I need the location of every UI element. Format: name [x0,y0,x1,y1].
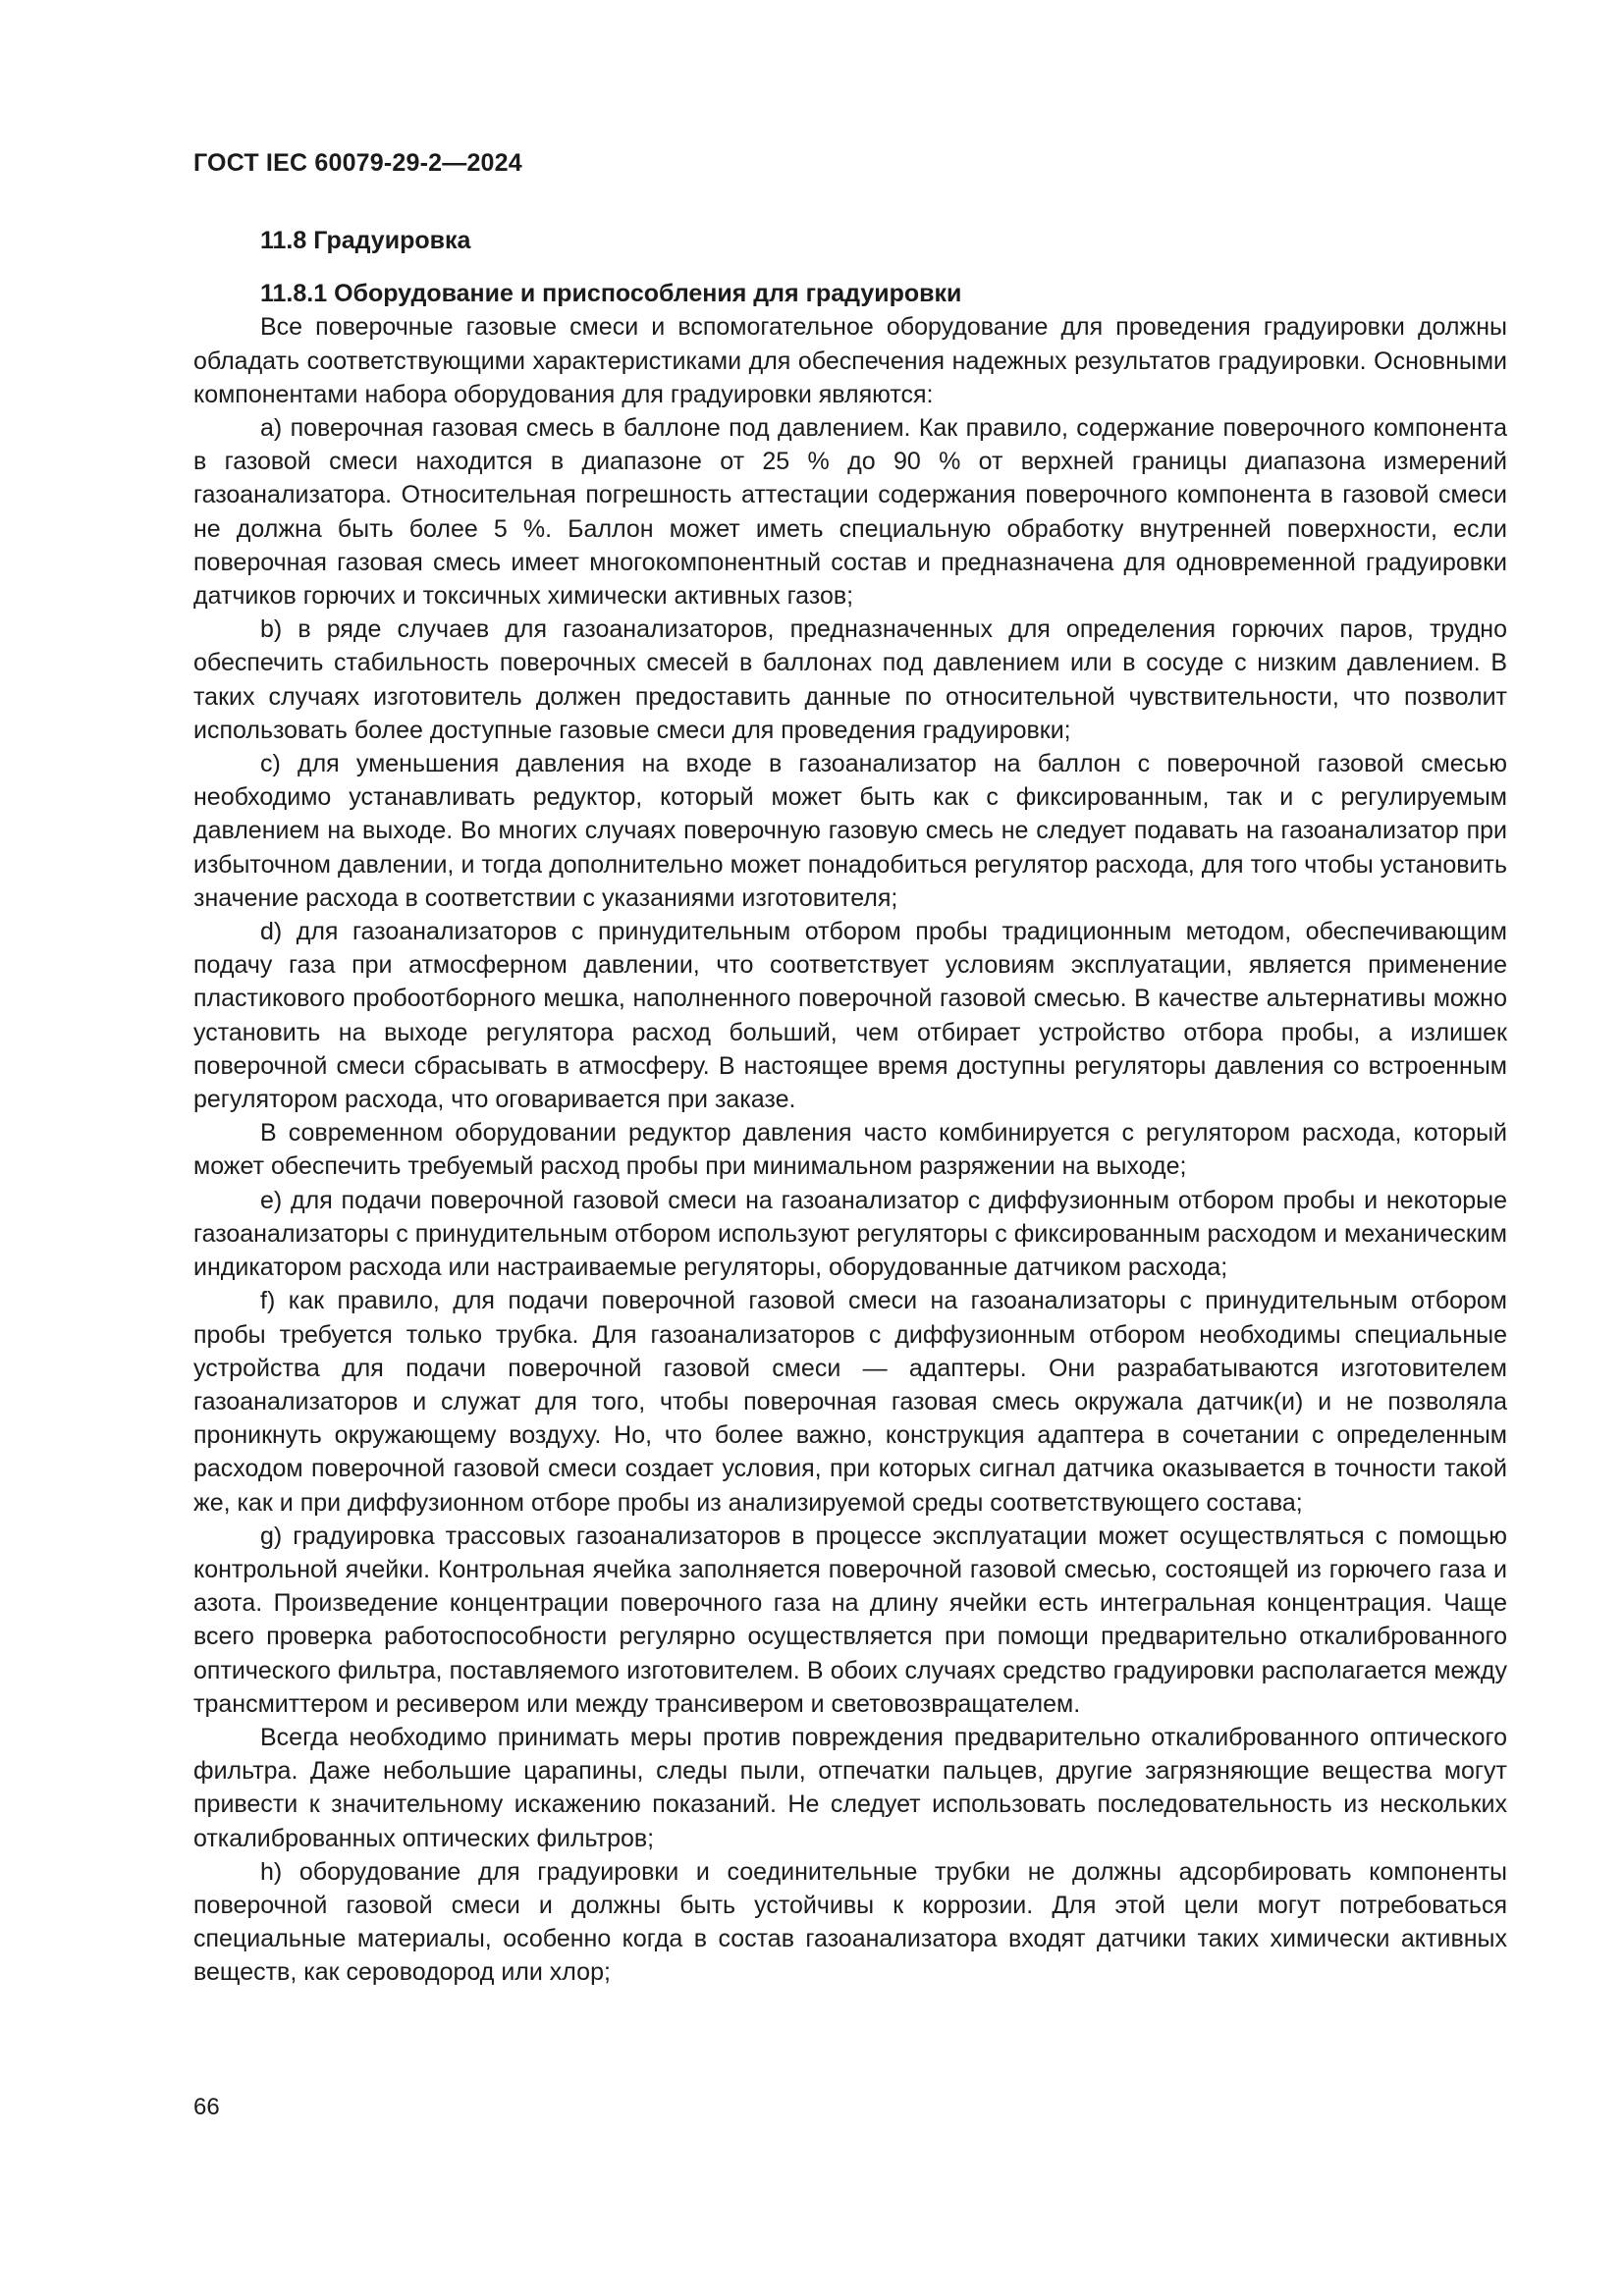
paragraph-optical-filter: Всегда необходимо принимать меры против повреждения предварительно откалиброванного оптического фильтра. Даже небольшие царапины, следы пыли, отпечатки пальцев, другие загрязняющие вещества могут привести к значительному искажению показаний. Не следует использовать последовательность из нескольких откалиброванных оптических фильтров; [193,1723,1507,1852]
paragraph-item-c: c) для уменьшения давления на входе в газоанализатор на баллон с поверочной газовой смесью необходимо устанавливать редуктор, который может быть как с фиксированным, так и с регулируемым давлением на выходе. Во многих случаях поверочную газовую смесь не следует подавать на газоанализатор при избыточном давлении, и тогда дополнительно может понадобиться регулятор расхода, для того чтобы установить значение расхода в соответствии с указаниями изготовителя; [193,750,1507,912]
paragraph-item-a: a) поверочная газовая смесь в баллоне под давлением. Как правило, содержание поверочного компонента в газовой смеси находится в диапазоне от 25 % до 90 % от верхней границы диапазона измерений газоанализатора. Относительная погрешность аттестации содержания поверочного компонента в газовой смеси не должна быть более 5 %. Баллон может иметь специальную обработку внутренней поверхности, если поверочная газовая смесь имеет многокомпонентный состав и предназначена для одновременной градуировки датчиков горючих и токсичных химически активных газов; [193,414,1507,611]
page-number: 66 [193,2094,220,2120]
paragraph-item-e: e) для подачи поверочной газовой смеси на газоанализатор с диффузионным отбором пробы и некоторые газоанализаторы с принудительным отбором используют регуляторы с фиксированным расходом и механическим индикатором расхода или настраиваемые регуляторы, оборудованные датчиком расхода; [193,1186,1507,1282]
section-heading: 11.8 Градуировка [260,227,471,254]
subsection-heading: 11.8.1 Оборудование и приспособления для градуировки [260,280,962,308]
document-header: ГОСТ IEC 60079-29-2—2024 [193,149,522,177]
paragraph-intro: Все поверочные газовые смеси и вспомогательное оборудование для проведения градуировки должны обладать соответствующими характеристиками для обеспечения надежных результатов градуировки. Основными компонентами набора оборудования для градуировки являются: [193,313,1507,408]
paragraph-pressure-reducer: В современном оборудовании редуктор давления часто комбинируется с регулятором расхода, который может обеспечить требуемый расход пробы при минимальном разряжении на выходе; [193,1119,1507,1181]
document-body [193,224,1507,1990]
paragraph-item-g: g) градуировка трассовых газоанализаторов в процессе эксплуатации может осуществляться с помощью контрольной ячейки. Контрольная ячейка заполняется поверочной газовой смесью, состоящей из горючего газа и азота. Произведение концентрации поверочного газа на длину ячейки есть интегральная концентрация. Чаще всего проверка работоспособности регулярно осуществляется при помощи предварительно откалиброванного оптического фильтра, поставляемого изготовителем. В обоих случаях средство градуировки располагается между трансмиттером и ресивером или между трансивером и световозвращателем. [193,1522,1507,1718]
paragraph-item-d: d) для газоанализаторов с принудительным отбором пробы традиционным методом, обеспечивающим подачу газа при атмосферном давлении, что соответствует условиям эксплуатации, является применение пластикового пробоотборного мешка, наполненного поверочной газовой смесью. В качестве альтернативы можно установить на выходе регулятора расход больший, чем отбирает устройство отбора пробы, а излишек поверочной смеси сбрасывать в атмосферу. В настоящее время доступны регуляторы давления со встроенным регулятором расхода, что оговаривается при заказе. [193,918,1507,1114]
paragraph-item-b: b) в ряде случаев для газоанализаторов, предназначенных для определения горючих паров, трудно обеспечить стабильность поверочных смесей в баллонах под давлением или в сосуде с низким давлением. В таких случаях изготовитель должен предоставить данные по относительной чувствительности, что позволит использовать более доступные газовые смеси для проведения градуировки; [193,615,1507,744]
paragraph-item-h: h) оборудование для градуировки и соединительные трубки не должны адсорбировать компоненты поверочной газовой смеси и должны быть устойчивы к коррозии. Для этой цели могут потребоваться специальные материалы, особенно когда в состав газоанализатора входят датчики таких химически активных веществ, как сероводород или хлор; [193,1857,1507,1987]
paragraph-item-f: f) как правило, для подачи поверочной газовой смеси на газоанализаторы с принудительным отбором пробы требуется только трубка. Для газоанализаторов с диффузионным отбором необходимы специальные устройства для подачи поверочной газовой смеси — адаптеры. Они разрабатываются изготовителем газоанализаторов и служат для того, чтобы поверочная газовая смесь окружала датчик(и) и не позволяла проникнуть окружающему воздуху. Но, что более важно, конструкция адаптера в сочетании с определенным расходом поверочной газовой смеси создает условия, при которых сигнал датчика оказывается в точности такой же, как и при диффузионном отборе пробы из анализируемой среды соответствующего состава; [193,1287,1507,1517]
